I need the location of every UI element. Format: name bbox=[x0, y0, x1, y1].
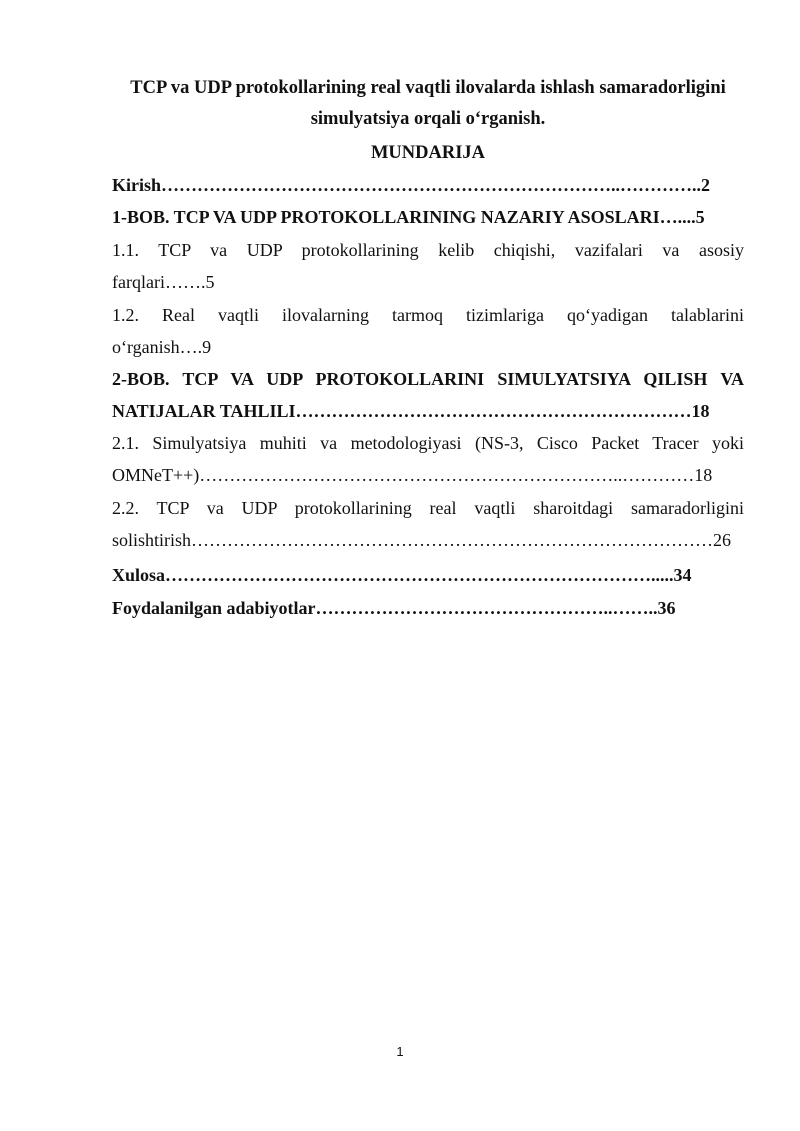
toc-entry-section-1-2 bbox=[112, 299, 744, 363]
toc-line: solishtirish……………………………………………………………………………26 bbox=[112, 530, 732, 550]
toc-line: Xulosa……………………………………………………………………….....34 bbox=[112, 565, 692, 585]
toc-line: 2.1. Simulyatsiya muhiti va metodologiyasi (NS-3, Cisco Packet Tracer yoki bbox=[112, 433, 744, 453]
toc-entry-section-1-1 bbox=[112, 234, 744, 298]
toc-entry-section-2-2 bbox=[112, 492, 744, 556]
toc-entry-chapter-1 bbox=[112, 201, 744, 233]
toc-entry-conclusion bbox=[112, 559, 744, 591]
toc-entry-references bbox=[112, 592, 744, 624]
toc-entry-section-2-1 bbox=[112, 427, 744, 491]
toc-line: OMNeT++)……………………………………………………………..…………18 bbox=[112, 465, 713, 485]
toc-line: 1.1. TCP va UDP protokollarining kelib chiqishi, vazifalari va asosiy bbox=[112, 240, 744, 260]
toc-line: Kirish…………………………………………………………………..…………..2 bbox=[112, 175, 711, 195]
title-line-1: TCP va UDP protokollarining real vaqtli ilovalarda ishlash samaradorligini bbox=[130, 78, 726, 98]
title-line-2: simulyatsiya orqali o‘rganish. bbox=[310, 109, 546, 129]
toc-line: 1.2. Real vaqtli ilovalarning tarmoq tizimlariga qo‘yadigan talablarini bbox=[112, 305, 744, 325]
toc-entry-intro bbox=[112, 169, 744, 201]
toc-line: 2-BOB. TCP VA UDP PROTOKOLLARINI SIMULYATSIYA QILISH VA bbox=[112, 369, 744, 389]
toc-line: farqlari…….5 bbox=[112, 272, 215, 292]
toc-line: Foydalanilgan adabiyotlar…………………………………………..……..36 bbox=[112, 598, 676, 618]
contents-heading: MUNDARIJA bbox=[370, 143, 486, 163]
toc-line: o‘rganish….9 bbox=[112, 337, 212, 357]
page-number: 1 bbox=[396, 1044, 404, 1059]
toc-line: NATIJALAR TAHLILI…………………………………………………………18 bbox=[112, 401, 710, 421]
toc-entry-chapter-2 bbox=[112, 363, 744, 427]
toc-line: 2.2. TCP va UDP protokollarining real vaqtli sharoitdagi samaradorligini bbox=[112, 498, 744, 518]
document-title bbox=[112, 73, 744, 135]
toc-line: 1-BOB. TCP VA UDP PROTOKOLLARINING NAZARIY ASOSLARI…....5 bbox=[112, 207, 705, 227]
